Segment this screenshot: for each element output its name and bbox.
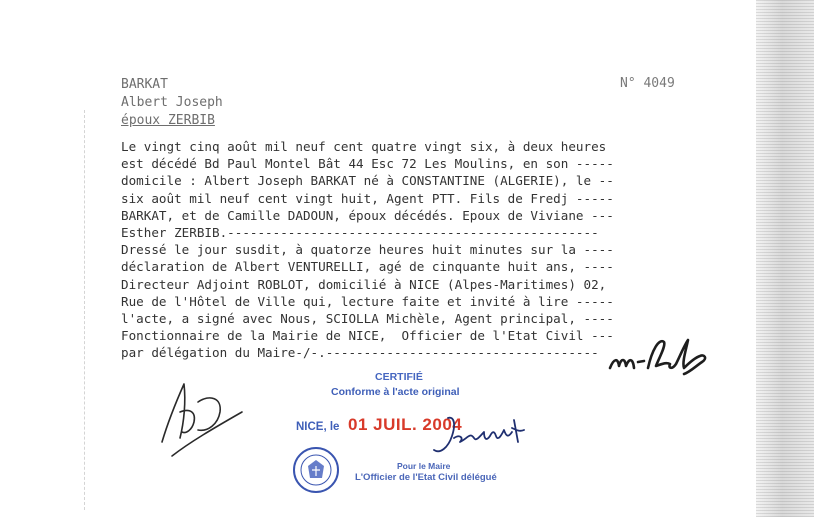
body-line: déclaration de Albert VENTURELLI, agé de cinquante huit ans, ---- <box>121 259 614 275</box>
officer-line: L'Officier de l'Etat Civil délégué <box>355 472 497 483</box>
city-seal-stamp <box>292 446 340 494</box>
body-line: Esther ZERBIB.------------------------------------------------- <box>121 225 599 241</box>
certified-subtitle: Conforme à l'acte original <box>331 386 460 398</box>
given-names: Albert Joseph <box>121 95 223 110</box>
declarant-signature <box>150 372 260 462</box>
body-line: BARKAT, et de Camille DADOUN, époux décédés. Epoux de Viviane --- <box>121 207 614 223</box>
surname: BARKAT <box>121 77 168 92</box>
body-line: Dressé le jour susdit, à quatorze heures huit minutes sur la ---- <box>121 242 614 258</box>
body-line: est décédé Bd Paul Montel Bât 44 Esc 72 Les Moulins, en son ----- <box>121 156 614 172</box>
body-line: domicile : Albert Joseph BARKAT né à CONSTANTINE (ALGERIE), le -- <box>121 173 614 189</box>
certified-label: CERTIFIÉ <box>375 371 423 383</box>
margin-name-block <box>121 76 223 130</box>
margin-rule <box>84 110 85 510</box>
body-line: Fonctionnaire de la Mairie de NICE, Officier de l'Etat Civil --- <box>121 328 614 344</box>
issue-place: NICE, le <box>296 421 340 433</box>
body-line: Directeur Adjoint ROBLOT, domicilié à NICE (Alpes-Maritimes) 02, <box>121 276 607 292</box>
mayor-line: Pour le Maire <box>397 461 451 471</box>
issue-date: 01 JUIL. 2004 <box>348 415 463 434</box>
body-line: par délégation du Maire-/-.------------------------------------ <box>121 345 599 361</box>
spouse-name: époux ZERBIB <box>121 113 215 128</box>
certifier-signature <box>430 408 540 464</box>
record-number: N° 4049 <box>620 76 675 91</box>
body-line: Rue de l'Hôtel de Ville qui, lecture faite et invité à lire ----- <box>121 293 614 309</box>
body-line: Le vingt cinq août mil neuf cent quatre vingt six, à deux heures <box>121 139 607 154</box>
officer-signature <box>604 328 724 380</box>
body-line: l'acte, a signé avec Nous, SCIOLLA Michèle, Agent principal, ---- <box>121 311 614 327</box>
body-line: six août mil neuf cent vingt huit, Agent PTT. Fils de Fredj ----- <box>121 190 614 206</box>
scanned-page-edge <box>756 0 814 517</box>
